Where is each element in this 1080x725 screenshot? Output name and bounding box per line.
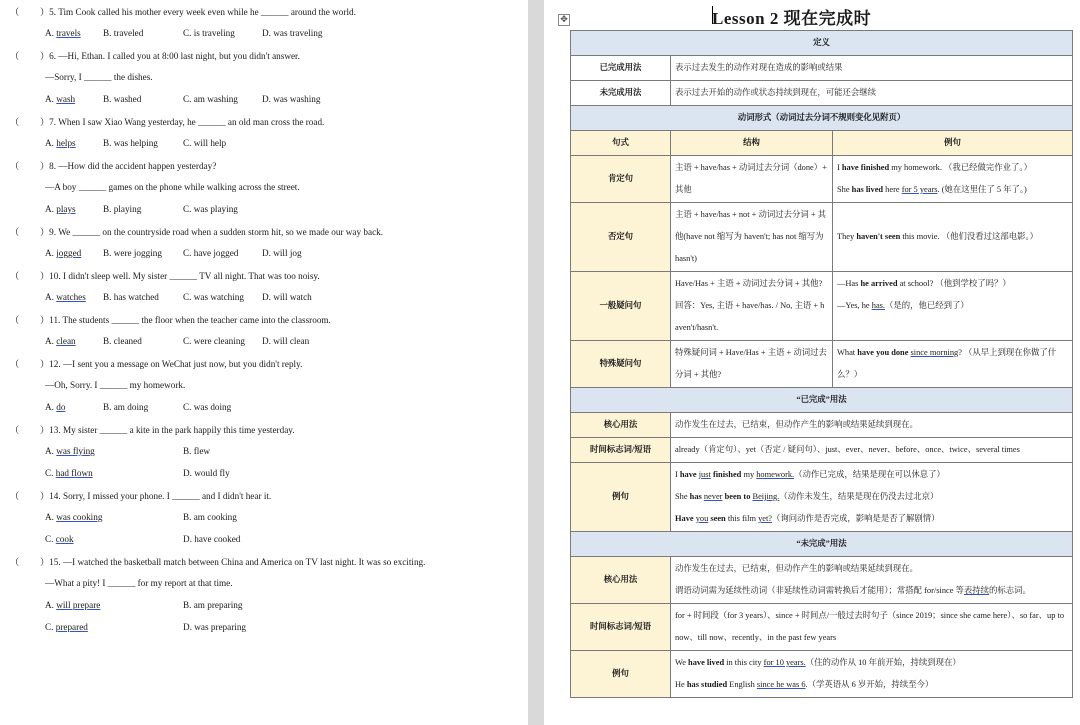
option-text: cook [55, 534, 74, 544]
option-text: was washing [273, 94, 321, 104]
option-15-c [45, 622, 88, 632]
completed-example-2: She has never been to Beijing.（动作未发生，结果是现在仍没去过北京） [675, 492, 939, 501]
answer-bracket[interactable]: （ [10, 359, 20, 369]
option-letter: C. [183, 28, 192, 38]
option-14-d [183, 534, 240, 544]
option-text: am doing [113, 402, 149, 412]
option-text: watches [56, 292, 86, 302]
option-letter: C. [45, 534, 54, 544]
option-text: am washing [193, 94, 238, 104]
option-6-c [183, 94, 238, 104]
row-label-wh-question: 特殊疑问句 [571, 341, 671, 388]
option-letter: A. [45, 292, 54, 302]
option-text: was cooking [56, 512, 103, 522]
option-6-b [103, 94, 141, 104]
option-text: plays [56, 204, 76, 214]
option-text: travels [56, 28, 81, 38]
option-letter: D. [262, 292, 271, 302]
question-dialogue-line: —Sorry, I ______ the dishes. [45, 72, 153, 82]
option-text: cleaned [113, 336, 142, 346]
option-letter: D. [183, 622, 192, 632]
answer-bracket[interactable]: （ [10, 557, 20, 567]
uncompleted-usage-definition: 表示过去开始的动作或状态持续到现在，可能还会继续 [671, 81, 1073, 106]
answer-bracket[interactable]: （ [10, 425, 20, 435]
completed-core-label: 核心用法 [571, 413, 671, 438]
option-letter: D. [262, 28, 271, 38]
option-11-d [262, 336, 309, 346]
option-text: was doing [193, 402, 232, 412]
definition-header: 定义 [571, 31, 1073, 56]
option-text: would fly [194, 468, 230, 478]
option-letter: D. [183, 534, 192, 544]
completed-example-1: I have just finished my homework.（动作已完成，结果是现在可以休息了） [675, 470, 945, 479]
option-12-c [183, 402, 231, 412]
grammar-table [570, 30, 1073, 698]
question-text: ）6. —Hi, Ethan. I called you at 8:00 last night, but you didn't answer. [40, 51, 300, 61]
option-text: has watched [113, 292, 159, 302]
option-5-d [262, 28, 322, 38]
option-text: will help [193, 138, 227, 148]
answer-bracket[interactable]: （ [10, 271, 20, 281]
left-document-page [0, 0, 528, 725]
option-text: playing [113, 204, 142, 214]
option-text: prepared [55, 622, 88, 632]
option-letter: A. [45, 336, 54, 346]
option-10-d [262, 292, 312, 302]
completed-time-text: already（肯定句）、yet（否定 / 疑问句）、just、ever、never、before、once、twice、several times [671, 438, 1073, 463]
option-letter: A. [45, 600, 54, 610]
question-dialogue-line: —A boy ______ games on the phone while walking across the street. [45, 182, 300, 192]
option-letter: B. [103, 292, 112, 302]
option-letter: A. [45, 94, 54, 104]
uncompleted-time-text: for + 时间段（for 3 years）、since + 时间点/一般过去时句子（since 2019；since she came here）、so far、up to now、till now、recently、in the past few years [671, 604, 1073, 651]
option-13-a [45, 446, 95, 456]
completed-core-text: 动作发生在过去，已结束，但动作产生的影响或结果延续到现在。 [671, 413, 1073, 438]
row-label-affirmative: 肯定句 [571, 156, 671, 203]
uncompleted-example-label: 例句 [571, 651, 671, 698]
option-letter: B. [183, 600, 192, 610]
answer-bracket[interactable]: （ [10, 161, 20, 171]
table-move-handle-icon[interactable]: ✥ [558, 14, 570, 26]
option-8-c [183, 204, 238, 214]
question-text: ）8. —How did the accident happen yesterday? [40, 161, 217, 171]
option-letter: A. [45, 446, 54, 456]
option-text: traveled [113, 28, 144, 38]
option-letter: D. [262, 94, 271, 104]
option-text: was flying [56, 446, 95, 456]
option-14-b [183, 512, 237, 522]
verb-forms-header: 动词形式（动词过去分词不规则变化见附页） [571, 106, 1073, 131]
example-affirmative: I have finished my homework. （我已经做完作业了。） She has lived here for 5 years. (她在这里住了 5 年了。) [833, 156, 1073, 203]
completed-time-label: 时间标志词/短语 [571, 438, 671, 463]
option-letter: D. [262, 248, 271, 258]
option-9-c [183, 248, 238, 258]
option-text: were cleaning [193, 336, 246, 346]
option-5-b [103, 28, 143, 38]
option-7-a [45, 138, 76, 148]
option-letter: C. [183, 292, 192, 302]
option-text: will jog [273, 248, 302, 258]
option-letter: B. [183, 512, 192, 522]
option-letter: A. [45, 248, 54, 258]
uncompleted-time-label: 时间标志词/短语 [571, 604, 671, 651]
option-letter: C. [183, 336, 192, 346]
option-text: wash [56, 94, 76, 104]
option-15-d [183, 622, 246, 632]
option-14-c [45, 534, 74, 544]
completed-usage-definition: 表示过去发生的动作对现在造成的影响或结果 [671, 56, 1073, 81]
option-9-b [103, 248, 162, 258]
uncompleted-example-1: We have lived in this city for 10 years.（住的动作从 10 年前开始，持续到现在） [675, 658, 961, 667]
option-letter: B. [103, 402, 112, 412]
option-8-a [45, 204, 76, 214]
option-letter: A. [45, 402, 54, 412]
uncompleted-usage-header: “未完成”用法 [571, 532, 1073, 557]
answer-bracket[interactable]: （ [10, 51, 20, 61]
option-9-d [262, 248, 302, 258]
completed-usage-label: 已完成用法 [571, 56, 671, 81]
option-10-b [103, 292, 159, 302]
option-7-b [103, 138, 158, 148]
option-text: washed [113, 94, 142, 104]
answer-bracket[interactable]: （ [10, 7, 20, 17]
option-letter: C. [183, 94, 192, 104]
completed-example-3: Have you seen this film yet?（询问动作是否完成，影响是是否了解剧情） [675, 514, 940, 523]
row-label-yes-no-question: 一般疑问句 [571, 272, 671, 341]
option-text: am cooking [193, 512, 237, 522]
question-text: ）5. Tim Cook called his mother every week even while he ______ around the world. [40, 7, 356, 17]
option-text: was helping [113, 138, 158, 148]
option-12-b [103, 402, 148, 412]
option-letter: A. [45, 138, 54, 148]
question-text: ）14. Sorry, I missed your phone. I ______ and I didn't hear it. [40, 491, 272, 501]
option-11-a [45, 336, 76, 346]
option-letter: A. [45, 28, 54, 38]
completed-example-label: 例句 [571, 463, 671, 532]
completed-usage-header: “已完成”用法 [571, 388, 1073, 413]
option-letter: A. [45, 512, 54, 522]
col-header-example: 例句 [833, 131, 1073, 156]
option-text: helps [56, 138, 76, 148]
option-6-a [45, 94, 75, 104]
answer-bracket[interactable]: （ [10, 491, 20, 501]
option-letter: C. [183, 402, 192, 412]
row-label-negative: 否定句 [571, 203, 671, 272]
option-text: was traveling [273, 28, 323, 38]
option-letter: C. [183, 138, 192, 148]
question-dialogue-line: —Oh, Sorry. I ______ my homework. [45, 380, 186, 390]
option-letter: B. [103, 248, 112, 258]
option-text: do [56, 402, 66, 412]
option-letter: B. [103, 204, 112, 214]
option-text: jogged [56, 248, 82, 258]
option-text: were jogging [113, 248, 162, 258]
option-13-c [45, 468, 93, 478]
option-text: was watching [193, 292, 244, 302]
structure-wh-question: 特殊疑问词 + Have/Has + 主语 + 动词过去分词 + 其他? [671, 341, 833, 388]
option-text: clean [56, 336, 76, 346]
right-document-page [544, 0, 1080, 725]
example-negative: They haven't seen this movie. （他们没看过这部电影。） [833, 203, 1073, 272]
option-13-d [183, 468, 230, 478]
option-letter: B. [103, 138, 112, 148]
option-letter: B. [103, 336, 112, 346]
option-letter: A. [45, 204, 54, 214]
option-letter: B. [183, 446, 192, 456]
option-6-d [262, 94, 320, 104]
option-12-a [45, 402, 65, 412]
option-text: was playing [193, 204, 238, 214]
option-text: flew [193, 446, 211, 456]
option-letter: B. [103, 94, 112, 104]
option-letter: B. [103, 28, 112, 38]
option-letter: D. [262, 336, 271, 346]
question-text: ）12. —I sent you a message on WeChat just now, but you didn't reply. [40, 359, 303, 369]
option-5-c [183, 28, 235, 38]
option-text: am preparing [193, 600, 243, 610]
option-letter: C. [183, 204, 192, 214]
example-yes-no-question: —Has he arrived at school? （他到学校了吗？） —Yes, he has.（是的，他已经到了） [833, 272, 1073, 341]
col-header-structure: 结构 [671, 131, 833, 156]
uncompleted-usage-label: 未完成用法 [571, 81, 671, 106]
lesson-title: Lesson 2 现在完成时 [712, 9, 872, 28]
option-text: will watch [273, 292, 312, 302]
option-15-b [183, 600, 242, 610]
option-10-a [45, 292, 86, 302]
structure-affirmative: 主语 + have/has + 动词过去分词（done）+ 其他 [671, 156, 833, 203]
question-text: ）11. The students ______ the floor when the teacher came into the classroom. [40, 315, 331, 325]
uncompleted-core-label: 核心用法 [571, 557, 671, 604]
question-dialogue-line: —What a pity! I ______ for my report at that time. [45, 578, 233, 588]
option-11-c [183, 336, 245, 346]
option-text: is traveling [193, 28, 235, 38]
option-5-a [45, 28, 81, 38]
uncompleted-core-text: 动作发生在过去，已结束，但动作产生的影响或结果延续到现在。 谓语动词需为延续性动词（非延续性动词需转换后才能用）；常搭配 for/since 等表持续的标志词。 [671, 557, 1073, 604]
option-text: have cooked [194, 534, 241, 544]
option-14-a [45, 512, 102, 522]
option-9-a [45, 248, 81, 258]
option-10-c [183, 292, 244, 302]
uncompleted-example-text [671, 651, 1073, 698]
question-text: ）13. My sister ______ a kite in the park happily this time yesterday. [40, 425, 295, 435]
option-text: will clean [273, 336, 310, 346]
option-text: will prepare [56, 600, 101, 610]
option-letter: C. [45, 622, 54, 632]
option-letter: D. [183, 468, 192, 478]
uncompleted-example-2: He has studied English since he was 6.（学英语从 6 岁开始，持续至今） [675, 680, 934, 689]
question-text: ）10. I didn't sleep well. My sister ______ TV all night. That was too noisy. [40, 271, 320, 281]
structure-negative: 主语 + have/has + not + 动词过去分词 + 其他(have not 缩写为 haven't; has not 缩写为 hasn't) [671, 203, 833, 272]
completed-example-text [671, 463, 1073, 532]
col-header-pattern: 句式 [571, 131, 671, 156]
option-text: was preparing [194, 622, 247, 632]
answer-bracket[interactable]: （ [10, 315, 20, 325]
option-text: have jogged [193, 248, 239, 258]
answer-bracket[interactable]: （ [10, 117, 20, 127]
question-text: ）7. When I saw Xiao Wang yesterday, he ______ an old man cross the road. [40, 117, 325, 127]
option-13-b [183, 446, 210, 456]
answer-bracket[interactable]: （ [10, 227, 20, 237]
option-7-c [183, 138, 226, 148]
question-text: ）15. —I watched the basketball match between China and America on TV last night. It was so exciting. [40, 557, 426, 567]
question-text: ）9. We ______ on the countryside road when a sudden storm hit, so we made our way back. [40, 227, 384, 237]
option-letter: C. [183, 248, 192, 258]
option-15-a [45, 600, 100, 610]
example-wh-question: What have you done since morning? （从早上到现在你做了什么？） [833, 341, 1073, 388]
option-8-b [103, 204, 141, 214]
option-text: had flown [55, 468, 93, 478]
structure-yes-no-question: Have/Has + 主语 + 动词过去分词 + 其他? 回答：Yes, 主语 + have/has. / No, 主语 + haven't/hasn't. [671, 272, 833, 341]
option-letter: C. [45, 468, 54, 478]
option-11-b [103, 336, 142, 346]
